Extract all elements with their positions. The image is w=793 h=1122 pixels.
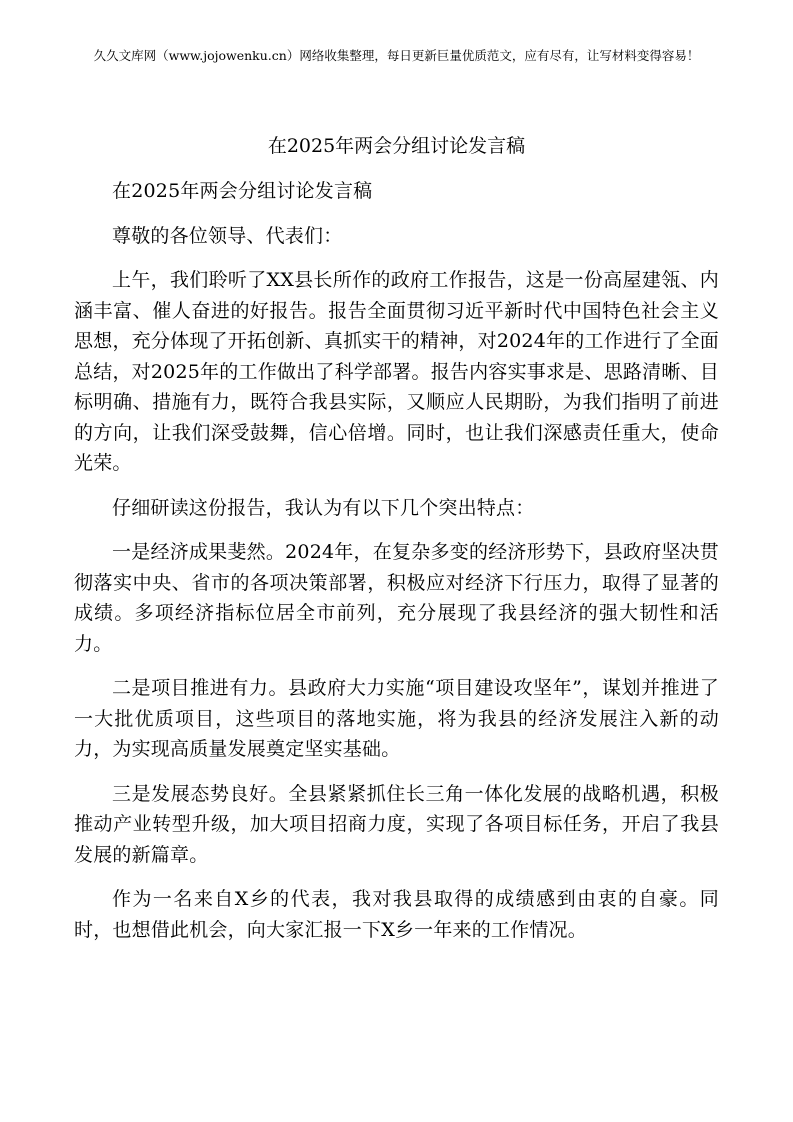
paragraph-point-three: 三是发展态势良好。全县紧紧抓住长三角一体化发展的战略机遇，积极推动产业转型升级，加大项目招商力度，实现了各项目标任务，开启了我县发展的新篇章。: [74, 782, 719, 866]
paragraph-salutation: 尊敬的各位领导、代表们：: [112, 224, 343, 247]
paragraph-subtitle: 在2025年两会分组讨论发言稿: [112, 180, 373, 202]
paragraph-intro: 上午，我们聆听了XX县长所作的政府工作报告，这是一份高屋建瓴、内涵丰富、催人奋进的好报告。报告全面贯彻习近平新时代中国特色社会主义思想，充分体现了开拓创新、真抓实干的精神，对2024年的工作进行了全面总结，对2025年的工作做出了科学部署。报告内容实事求是、思路清晰、目标明确、措施有力，既符合我县实际，又顺应人民期盼，为我们指明了前进的方向，让我们深受鼓舞，信心倍增。同时，也让我们深感责任重大，使命光荣。: [74, 269, 719, 474]
document-body: [74, 132, 719, 959]
header-note: 久久文库网（www.jojowenku.cn）网络收集整理，每日更新巨量优质范文，应有尽有，让写材料变得容易！: [93, 48, 700, 63]
paragraph-features-lead: 仔细研读这份报告，我认为有以下几个突出特点：: [112, 496, 535, 519]
paragraph-point-one: 一是经济成果斐然。2024年，在复杂多变的经济形势下，县政府坚决贯彻落实中央、省市的各项决策部署，积极应对经济下行压力，取得了显著的成绩。多项经济指标位居全市前列，充分展现了我县经济的强大韧性和活力。: [74, 541, 719, 655]
paragraph-closing: 作为一名来自X乡的代表，我对我县取得的成绩感到由衷的自豪。同时，也想借此机会，向大家汇报一下X乡一年来的工作情况。: [74, 888, 719, 941]
paragraph-point-two: 二是项目推进有力。县政府大力实施“项目建设攻坚年”，谋划并推进了一大批优质项目，这些项目的落地实施，将为我县的经济发展注入新的动力，为实现高质量发展奠定坚实基础。: [74, 677, 719, 760]
document-title: 在2025年两会分组讨论发言稿: [267, 135, 526, 157]
